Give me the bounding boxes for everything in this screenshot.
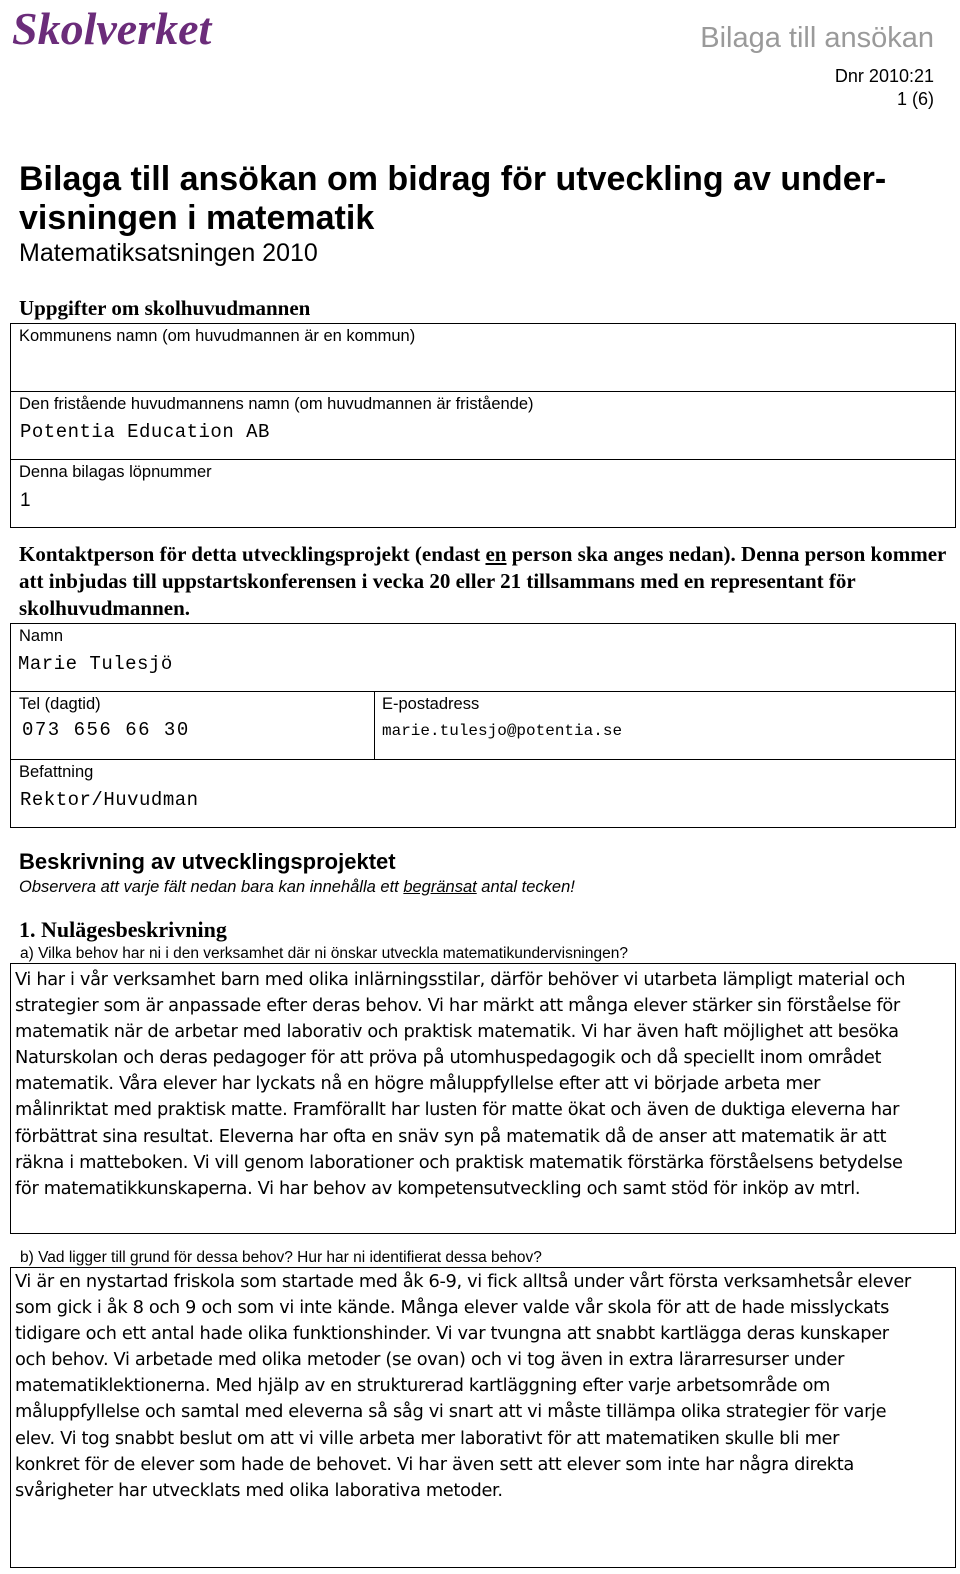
question-b: b) Vad ligger till grund för dessa behov? Hur har ni identifierat dessa behov? — [20, 1249, 542, 1266]
answer-b-line: och behov. Vi arbetade med olika metoder (se ovan) och vi tog även in extra lärarresurser under — [15, 1349, 845, 1371]
fristaende-field[interactable]: Potentia Education AB — [20, 421, 270, 443]
epost-label: E-postadress — [382, 695, 480, 713]
kontakt-heading — [19, 541, 949, 622]
section1-heading: 1. Nulägesbeskrivning — [19, 917, 227, 942]
fristaende-label: Den fristående huvudmannens namn (om huvudmannen är fristående) — [19, 395, 534, 413]
page-number: 1 (6) — [896, 89, 934, 109]
answer-a-line: räkna i matteboken. Vi vill genom laborationer och praktisk matematik förstärka förståelsens betydelse — [15, 1151, 903, 1173]
document-reference — [835, 65, 934, 111]
answer-b-line: som gick i åk 8 och 9 och som vi inte kände. Många elever valde vår skola för att de hade misslyckats — [15, 1297, 890, 1319]
answer-b-line: Vi är en nystartad friskola som startade med åk 6-9, vi fick alltså under vårt första verksamhetsår elever — [15, 1271, 911, 1292]
answer-a-line: för matematikkunskaperna. Vi har behov av kompetensutveckling och samt stöd för inköp av mtrl. — [15, 1177, 861, 1199]
divider — [11, 759, 955, 760]
divider-vertical — [374, 691, 375, 759]
namn-field[interactable]: Marie Tulesjö — [18, 653, 173, 675]
kontakt-heading-underlined: en — [485, 542, 507, 566]
namn-label: Namn — [19, 627, 64, 645]
document-label: Bilaga till ansökan — [700, 22, 934, 54]
epost-field[interactable]: marie.tulesjo@potentia.se — [382, 722, 623, 740]
answer-b-box[interactable] — [10, 1267, 956, 1568]
divider — [11, 391, 955, 392]
answer-b-line: tidigare och ett antal hade olika funktionshinder. Vi var tvungna att snabbt kartlägga deras kunskaper — [15, 1323, 889, 1345]
answer-b-line: måluppfyllelse och samtal med eleverna så såg vi snart att vi måste tillämpa olika strategier för varje — [15, 1401, 887, 1423]
lopnummer-label: Denna bilagas löpnummer — [19, 463, 212, 481]
divider — [11, 691, 955, 692]
skolverket-logo: Skolverket — [12, 3, 212, 54]
answer-a-line: matematik. Våra elever har lyckats nå en högre måluppfyllelse efter att vi började arbeta mer — [15, 1073, 821, 1095]
divider — [11, 459, 955, 460]
beskrivning-note — [19, 878, 575, 897]
page-title: Bilaga till ansökan om bidrag för utveckling av under-visningen i matematik — [19, 160, 887, 237]
befattning-label: Befattning — [19, 763, 94, 781]
tel-label: Tel (dagtid) — [19, 695, 101, 713]
lopnummer-field[interactable]: 1 — [20, 490, 31, 511]
answer-b-line: elev. Vi tog snabbt beslut om att vi ville arbeta mer laborativt för att matematiken skulle bli mer — [15, 1427, 840, 1449]
kommun-field[interactable] — [19, 354, 919, 382]
answer-b-line: matematiklektionerna. Med hjälp av en strukturerad kartläggning efter varje arbetsområde om — [15, 1375, 831, 1397]
kontakt-form-box — [10, 623, 956, 828]
note-underlined: begränsat — [403, 878, 477, 896]
answer-a-line: målinriktat med praktisk matte. Framförallt har lusten för matte ökat och även de duktiga eleverna har — [15, 1099, 900, 1121]
answer-a-line: Naturskolan och deras pedagoger för att pröva på utomhuspedagogik och då speciellt inom området — [15, 1047, 882, 1069]
answer-b-line: svårigheter har utvecklats med olika laborativa metoder. — [15, 1479, 503, 1501]
dnr-number: Dnr 2010:21 — [834, 66, 934, 86]
tel-field[interactable]: 073 656 66 30 — [22, 719, 190, 741]
note-text-2: antal tecken! — [476, 878, 575, 896]
befattning-field[interactable]: Rektor/Huvudman — [20, 789, 199, 811]
answer-a-line: Vi har i vår verksamhet barn med olika inlärningsstilar, därför behöver vi utarbeta lämpligt material och — [15, 969, 906, 990]
huvudman-heading: Uppgifter om skolhuvudmannen — [19, 296, 311, 320]
answer-a-line: förbättrat sina resultat. Eleverna har ofta en snäv syn på matematik då de anser att matematik är att — [15, 1125, 887, 1147]
note-text-1: Observera att varje fält nedan bara kan innehålla ett — [19, 878, 404, 896]
kontakt-heading-text-1: Kontaktperson för detta utvecklingsprojekt (endast — [19, 542, 486, 566]
kommun-label: Kommunens namn (om huvudmannen är en kommun) — [19, 327, 416, 345]
answer-a-line: matematik när de arbetar med laborativ och praktisk matematik. Vi har även haft möjlighet att besöka — [15, 1021, 899, 1043]
answer-a-text — [15, 967, 905, 1202]
beskrivning-heading: Beskrivning av utvecklingsprojektet — [19, 849, 396, 874]
question-a: a) Vilka behov har ni i den verksamhet där ni önskar utveckla matematikundervisningen? — [20, 945, 628, 962]
answer-a-line: strategier som är anpassade efter deras behov. Vi har märkt att många elever stärker sin förståelse för — [15, 995, 900, 1017]
kontakt-heading-text-2: person ska anges nedan). Denna person kommer att inbjudas till uppstartskonferensen i vecka 20 eller 21 tillsammans med en representant för skolhuvudmannen. — [19, 542, 946, 620]
answer-b-text — [15, 1269, 911, 1504]
answer-b-line: konkret för de elever som hade de behovet. Vi har även sett att elever som inte har några direkta — [15, 1453, 854, 1475]
huvudman-form-box — [10, 323, 956, 528]
answer-a-box[interactable] — [10, 963, 956, 1234]
page-subtitle: Matematiksatsningen 2010 — [19, 239, 318, 267]
